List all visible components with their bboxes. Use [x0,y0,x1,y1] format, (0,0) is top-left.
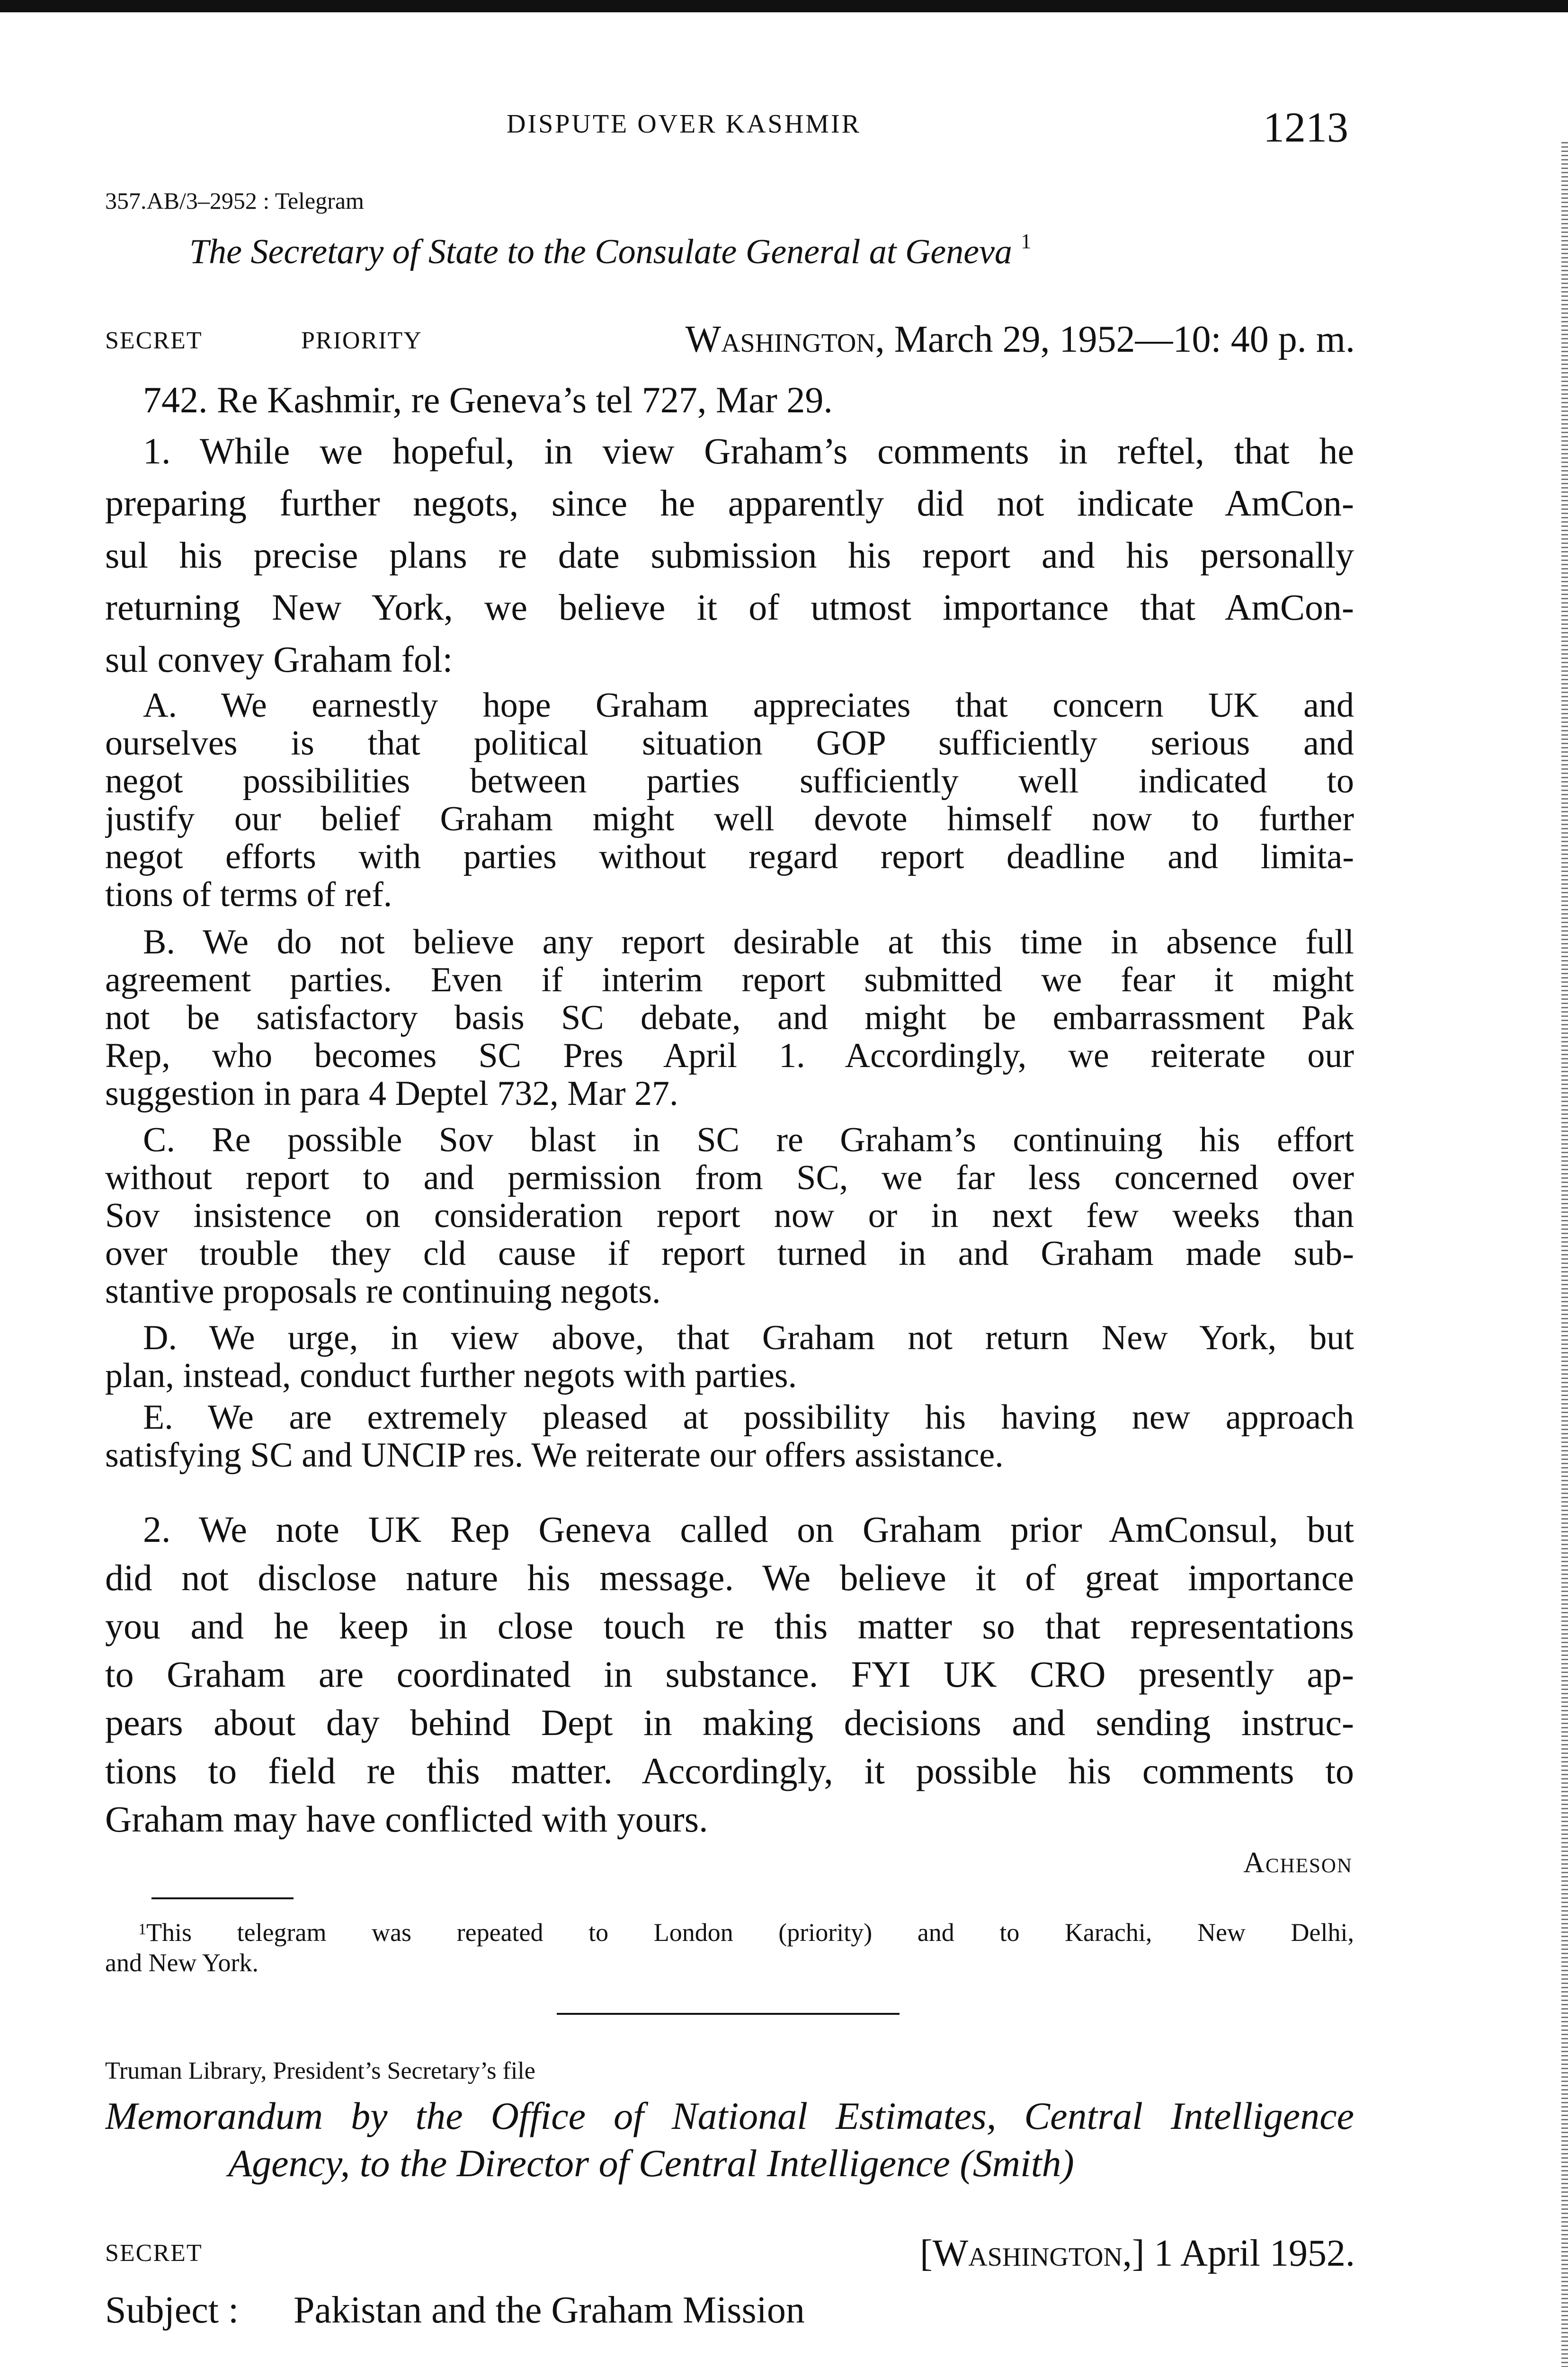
text-line: returning New York, we believe it of utmost importance that AmCon- [105,587,1354,628]
text-line: ourselves is that political situation GOP sufficiently serious and [105,724,1354,762]
running-head: DISPUTE OVER KASHMIR [507,109,861,139]
memo-dateline [920,2232,1355,2275]
text-line: 2. We note UK Rep Geneva called on Graham prior AmConsul, but [143,1509,1354,1550]
reference-line [143,379,1327,421]
text-line: Sov insistence on consideration report now or in next few weeks than [105,1197,1354,1235]
footnote-rule [151,1897,294,1899]
footnote [105,1917,1354,1978]
text-line: sul his precise plans re date submission his report and his personally [105,534,1354,576]
text-line: satisfying SC and UNCIP res. We reiterate our offers assistance. [105,1436,1004,1474]
text-line: A. We earnestly hope Graham appreciates that concern UK and [143,686,1354,724]
memo-date-bracket: [ [920,2233,933,2274]
footnote-text: This telegram was repeated to London (priority) and to Karachi, New Delhi, [146,1918,1354,1947]
page-edge-shadow [1561,142,1568,2367]
text-line: without report to and permission from SC, we far less concerned over [105,1159,1354,1197]
text-line: negot efforts with parties without regard report deadline and limita- [105,838,1354,876]
text-line: tions of terms of ref. [105,876,392,914]
text-line: C. Re possible Sov blast in SC re Graham’s continuing his effort [143,1121,1354,1159]
dateline-date: March 29, 1952—10: 40 p. m. [884,319,1355,360]
text-line: suggestion in para 4 Deptel 732, Mar 27. [105,1075,678,1112]
memo-title-line: Memorandum by the Office of National Estimates, Central Intelligence [105,2094,1354,2137]
dateline [686,318,1355,361]
subparagraph-b [105,923,1354,1112]
document-title-text: The Secretary of State to the Consulate General at Geneva [189,232,1012,271]
text-line: sul convey Graham fol: [105,639,453,680]
classification-label: SECRET [105,327,203,354]
page-top-border [0,0,1568,12]
memo-classification: SECRET [105,2240,203,2267]
paragraph-1 [105,425,1354,685]
subparagraph-d [105,1319,1354,1395]
text-line: D. We urge, in view above, that Graham not return New York, but [143,1319,1354,1357]
section-divider [557,2013,900,2015]
text-line: tions to field re this matter. Accordingly, it possible his comments to [105,1750,1354,1791]
subject-text: Pakistan and the Graham Mission [294,2289,805,2331]
text-line: you and he keep in close touch re this matter so that representations [105,1605,1354,1646]
footnote-marker: 1 [1021,230,1032,253]
text-line: did not disclose nature his message. We believe it of great importance [105,1557,1354,1598]
text-line: plan, instead, conduct further negots with parties. [105,1357,797,1395]
text-line: preparing further negots, since he apparently did not indicate AmCon- [105,482,1354,524]
subject-label: Subject : [105,2289,239,2331]
footnote-line: and New York. [105,1949,258,1977]
memo-title [105,2092,1354,2187]
text-line: to Graham are coordinated in substance. FYI UK CRO presently ap- [105,1654,1354,1695]
text-line: Graham may have conflicted with yours. [105,1798,708,1840]
paragraph-2 [105,1505,1354,1843]
file-reference: 357.AB/3–2952 : Telegram [105,187,364,214]
text-line: pears about day behind Dept in making decisions and sending instruc- [105,1702,1354,1743]
text-line: stantive proposals re continuing negots. [105,1272,661,1310]
text-line: B. We do not believe any report desirable at this time in absence full [143,923,1354,961]
text-line: justify our belief Graham might well devote himself now to further [105,800,1354,838]
dateline-place: Washington, [685,319,885,360]
text-line: negot possibilities between parties sufficiently well indicated to [105,762,1354,800]
subparagraph-c [105,1121,1354,1310]
text-line: Rep, who becomes SC Pres April 1. Accordingly, we reiterate our [105,1037,1354,1075]
memo-date-rest: ] 1 April 1952. [1131,2233,1355,2274]
text-line: over trouble they cld cause if report turned in and Graham made sub- [105,1235,1354,1272]
page-number: 1213 [1263,104,1348,151]
priority-label: PRIORITY [301,327,422,354]
footnote-line [105,1917,1354,1948]
text-line: not be satisfactory basis SC debate, and might be embarrassment Pak [105,999,1354,1037]
source-note: Truman Library, President’s Secretary’s file [105,2057,535,2084]
text-line: 1. While we hopeful, in view Graham’s comments in reftel, that he [143,430,1354,472]
memo-date-place: Washington, [932,2233,1132,2274]
footnote-number: 1 [138,1921,146,1938]
memo-title-line: Agency, to the Director of Central Intelligence (Smith) [228,2142,1074,2185]
subparagraph-e [105,1398,1354,1474]
signature: Acheson [1243,1847,1353,1879]
text-line: agreement parties. Even if interim report submitted we fear it might [105,961,1354,999]
reference-line-text: 742. Re Kashmir, re Geneva’s tel 727, Mar 29. [143,379,833,420]
text-line: E. We are extremely pleased at possibility his having new approach [143,1398,1354,1436]
document-title [189,232,1031,272]
subparagraph-a [105,686,1354,914]
